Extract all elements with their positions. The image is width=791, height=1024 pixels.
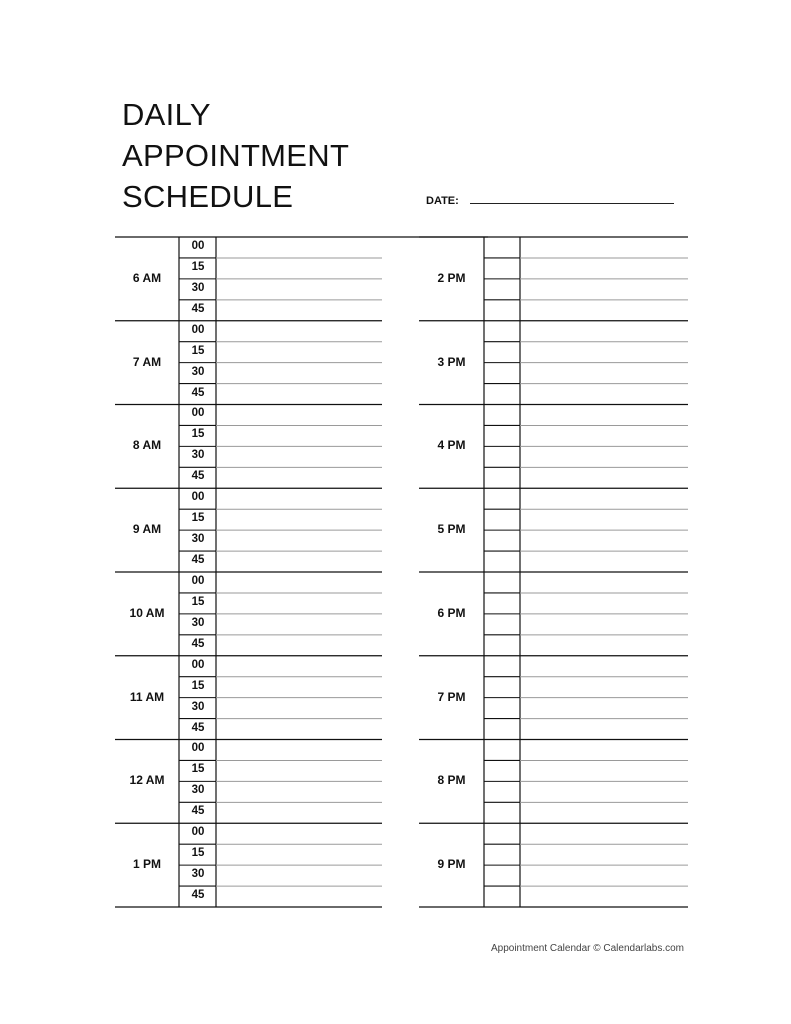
minute-label: 15 bbox=[191, 847, 205, 860]
minute-label: 30 bbox=[191, 784, 205, 797]
minute-label: 15 bbox=[191, 763, 205, 776]
minute-label: 45 bbox=[191, 554, 205, 567]
minute-label: 30 bbox=[191, 700, 205, 713]
left-hour-label: 9 AM bbox=[132, 522, 162, 537]
right-hour-label: 8 PM bbox=[437, 773, 466, 788]
title-line-2: APPOINTMENT bbox=[122, 138, 350, 173]
date-label: DATE: bbox=[426, 195, 459, 207]
right-hour-label: 2 PM bbox=[437, 270, 466, 285]
minute-label: 15 bbox=[191, 679, 205, 692]
minute-label: 45 bbox=[191, 637, 205, 650]
minute-label: 00 bbox=[191, 323, 205, 336]
minute-label: 00 bbox=[191, 742, 205, 755]
minute-label: 45 bbox=[191, 470, 205, 483]
right-hour-label: 4 PM bbox=[437, 438, 466, 453]
left-hour-label: 8 AM bbox=[132, 438, 162, 453]
right-hour-label: 9 PM bbox=[437, 857, 466, 872]
left-hour-label: 11 AM bbox=[129, 689, 165, 704]
minute-label: 45 bbox=[191, 721, 205, 734]
minute-label: 30 bbox=[191, 449, 205, 462]
minute-label: 00 bbox=[191, 826, 205, 839]
right-hour-label: 3 PM bbox=[437, 354, 466, 369]
minute-label: 30 bbox=[191, 281, 205, 294]
minute-label: 00 bbox=[191, 574, 205, 587]
minute-label: 15 bbox=[191, 260, 205, 273]
minute-label: 30 bbox=[191, 868, 205, 881]
right-hour-label: 6 PM bbox=[437, 605, 466, 620]
left-hour-label: 12 AM bbox=[129, 773, 165, 788]
minute-label: 45 bbox=[191, 302, 205, 315]
minute-label: 30 bbox=[191, 616, 205, 629]
minute-label: 45 bbox=[191, 805, 205, 818]
left-hour-label: 7 AM bbox=[132, 354, 162, 369]
minute-label: 00 bbox=[191, 491, 205, 504]
left-hour-label: 10 AM bbox=[129, 605, 165, 620]
minute-label: 00 bbox=[191, 658, 205, 671]
minute-label: 15 bbox=[191, 512, 205, 525]
minute-label: 15 bbox=[191, 428, 205, 441]
footer-credit: Appointment Calendar © Calendarlabs.com bbox=[490, 943, 684, 954]
minute-label: 30 bbox=[191, 365, 205, 378]
minute-label: 15 bbox=[191, 344, 205, 357]
title-line-3: SCHEDULE bbox=[122, 179, 294, 214]
left-hour-label: 1 PM bbox=[132, 857, 161, 872]
minute-label: 15 bbox=[191, 595, 205, 608]
left-hour-label: 6 AM bbox=[132, 270, 162, 285]
minute-label: 45 bbox=[191, 889, 205, 902]
minute-label: 00 bbox=[191, 407, 205, 420]
minute-label: 00 bbox=[191, 239, 205, 252]
minute-label: 30 bbox=[191, 533, 205, 546]
right-hour-label: 7 PM bbox=[437, 689, 466, 704]
minute-label: 45 bbox=[191, 386, 205, 399]
title-line-1: DAILY bbox=[122, 97, 211, 132]
right-hour-label: 5 PM bbox=[437, 522, 466, 537]
